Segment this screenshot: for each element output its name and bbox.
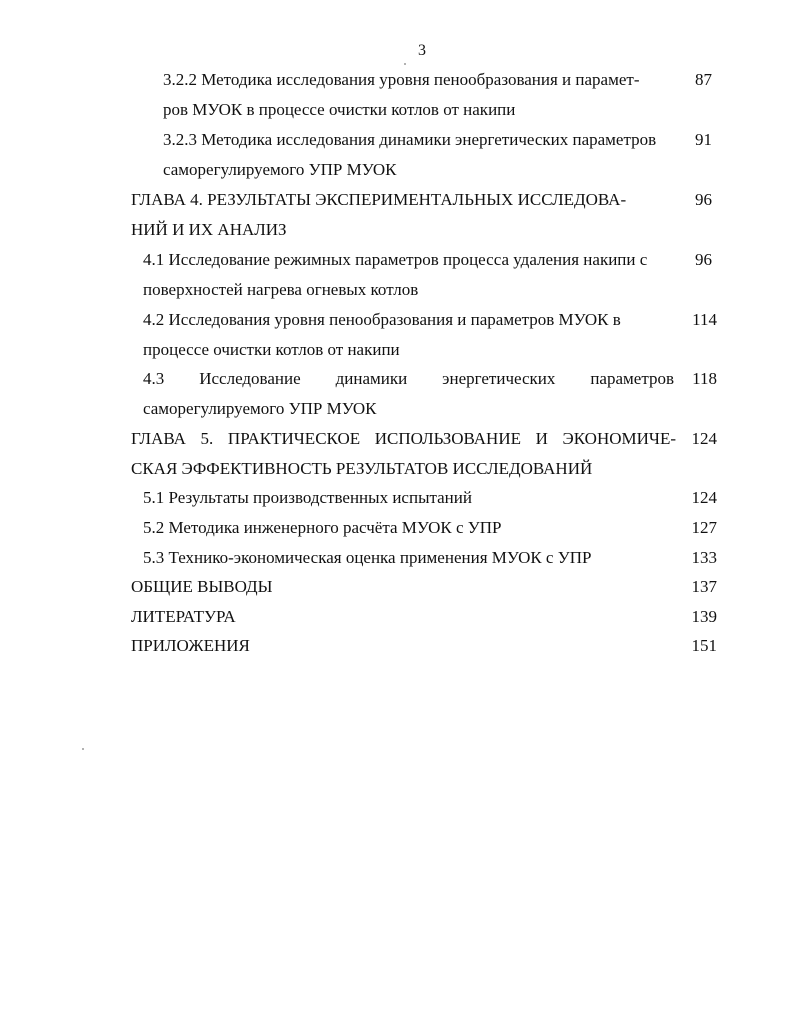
toc-entry-3-2-3 <box>0 128 793 188</box>
toc-entry-references <box>0 605 793 635</box>
toc-entry-chapter-4 <box>0 188 793 248</box>
scan-speck <box>82 748 84 750</box>
toc-entry-title-line-2: СКАЯ ЭФФЕКТИВНОСТЬ РЕЗУЛЬТАТОВ ИССЛЕДОВАНИЙ <box>131 459 593 478</box>
toc-entry-title-line-1: ПРИЛОЖЕНИЯ <box>131 636 250 655</box>
toc-entry-page: 91 <box>695 130 712 149</box>
toc-entry-title-line-1: 4.1 Исследование режимных параметров процесса удаления накипи с <box>143 250 648 269</box>
toc-entry-page: 118 <box>692 369 717 388</box>
toc-entry-conclusions <box>0 575 793 605</box>
toc-entry-title-line-1: 5.2 Методика инженерного расчёта МУОК с УПР <box>143 518 502 537</box>
toc-entry-page: 127 <box>691 518 717 537</box>
toc-entry-title-line-1: 5.3 Технико-экономическая оценка применения МУОК с УПР <box>143 548 592 567</box>
toc-entry-5-1 <box>0 486 793 516</box>
toc-entry-page: 87 <box>695 70 712 89</box>
toc-entry-title-line-2: процессе очистки котлов от накипи <box>143 340 400 359</box>
toc-entry-page: 151 <box>691 636 717 655</box>
toc-entry-title-line-1: 4.3 Исследование динамики энергетических параметров <box>143 369 674 388</box>
toc-entry-page: 96 <box>695 250 712 269</box>
toc-entry-4-1 <box>0 248 793 308</box>
toc-entry-4-2 <box>0 308 793 368</box>
toc-entry-page: 124 <box>691 488 717 507</box>
toc-entry-page: 139 <box>691 607 717 626</box>
toc-entry-title-line-1: 3.2.3 Методика исследования динамики энергетических параметров <box>163 130 657 149</box>
toc-entry-page: 137 <box>691 577 717 596</box>
toc-entry-title-line-1: ГЛАВА 5. ПРАКТИЧЕСКОЕ ИСПОЛЬЗОВАНИЕ И ЭКОНОМИЧЕ- <box>131 429 676 448</box>
scan-speck <box>404 63 406 65</box>
toc-entry-5-3 <box>0 546 793 576</box>
toc-entry-3-2-2 <box>0 68 793 128</box>
toc-entry-title-line-1: 5.1 Результаты производственных испытаний <box>143 488 472 507</box>
toc-entry-title-line-2: НИЙ И ИХ АНАЛИЗ <box>131 220 287 239</box>
toc-entry-page: 96 <box>695 190 712 209</box>
toc-entry-title-line-2: саморегулируемого УПР МУОК <box>163 160 397 179</box>
toc-entry-appendices <box>0 634 793 664</box>
toc-entry-title-line-2: саморегулируемого УПР МУОК <box>143 399 377 418</box>
toc-entry-page: 114 <box>692 310 717 329</box>
toc-entry-title-line-1: ГЛАВА 4. РЕЗУЛЬТАТЫ ЭКСПЕРИМЕНТАЛЬНЫХ ИССЛЕДОВА- <box>131 190 627 209</box>
toc-entry-page: 133 <box>691 548 717 567</box>
page-number: 3 <box>418 42 426 59</box>
toc-entry-page: 124 <box>691 429 717 448</box>
toc-entry-title-line-1: ОБЩИЕ ВЫВОДЫ <box>131 577 273 596</box>
toc-entry-chapter-5 <box>0 427 793 487</box>
toc-entry-5-2 <box>0 516 793 546</box>
toc-entry-title-line-2: поверхностей нагрева огневых котлов <box>143 280 419 299</box>
toc-entry-title-line-1: 4.2 Исследования уровня пенообразования и параметров МУОК в <box>143 310 621 329</box>
toc-entry-4-3 <box>0 367 793 427</box>
toc-entry-title-line-1: 3.2.2 Методика исследования уровня пенообразования и парамет- <box>163 70 640 89</box>
toc-entry-title-line-2: ров МУОК в процессе очистки котлов от накипи <box>163 100 516 119</box>
toc-entry-title-line-1: ЛИТЕРАТУРА <box>131 607 236 626</box>
